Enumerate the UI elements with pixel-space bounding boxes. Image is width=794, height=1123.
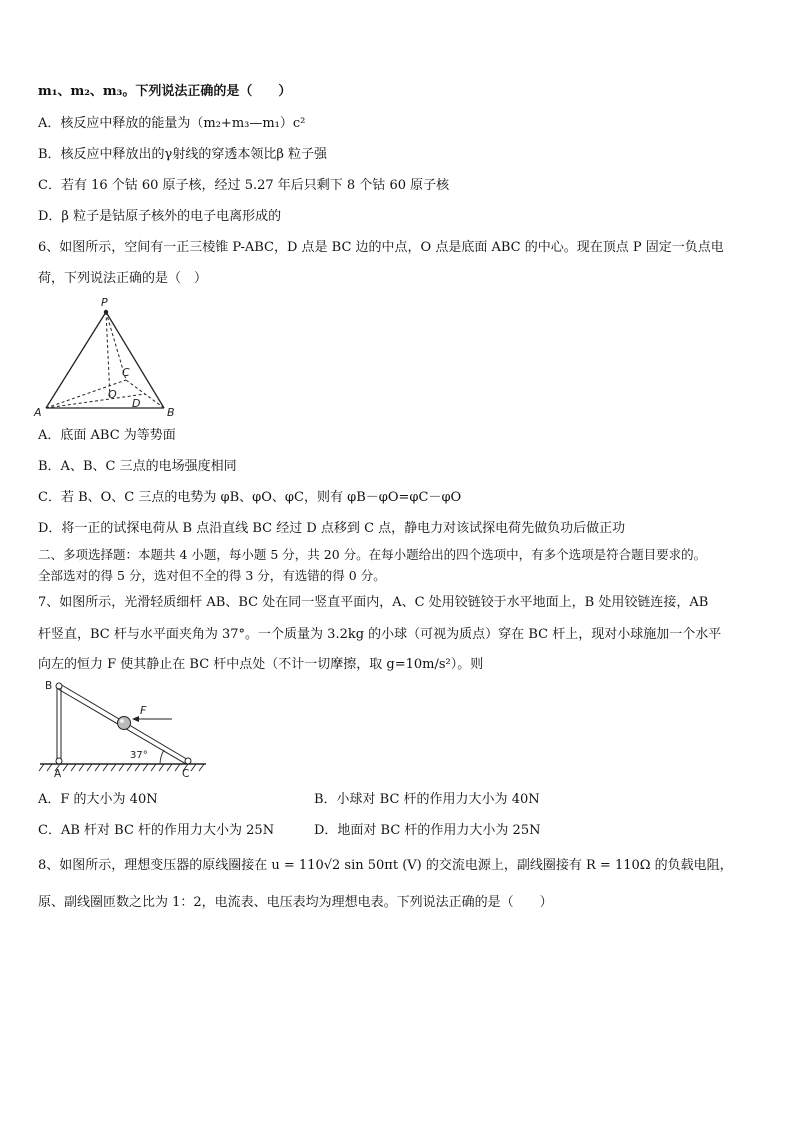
- force-arrow-head: [132, 716, 139, 722]
- label-b: B: [45, 680, 53, 692]
- section-2-line-2: 全部选对的得 5 分，选对但不全的得 3 分，有选错的得 0 分。: [38, 568, 386, 583]
- label-o: O: [108, 388, 117, 401]
- rod-figure: [36, 676, 212, 780]
- q6-option-d: D．将一正的试探电荷从 B 点沿直线 BC 经过 D 点移到 C 点，静电力对该试探电荷先做负功后做正功: [38, 521, 626, 536]
- ball: [118, 717, 131, 730]
- hinge-c: [185, 758, 191, 764]
- label-angle: 37°: [130, 750, 148, 761]
- label-a: A: [54, 768, 62, 780]
- q5-option-c: C．若有 16 个钴 60 原子核，经过 5.27 年后只剩下 8 个钴 60 原子核: [38, 178, 450, 193]
- q7-stem-line-1: 7、如图所示，光滑轻质细杆 AB、BC 处在同一竖直平面内，A、C 处用铰链铰于水平地面上，B 处用铰链连接，AB: [38, 595, 709, 610]
- label-c: C: [182, 768, 190, 780]
- q5-option-b: B．核反应中释放出的γ射线的穿透本领比β 粒子强: [38, 147, 327, 162]
- q7-stem-line-3: 向左的恒力 F 使其静止在 BC 杆中点处（不计一切摩擦，取 g=10m/s²）。则: [38, 657, 484, 672]
- q7-stem-line-2: 杆竖直，BC 杆与水平面夹角为 37°。一个质量为 3.2kg 的小球（可视为质点）穿在 BC 杆上，现对小球施加一个水平: [38, 627, 722, 642]
- vertex-p-dot: [104, 310, 108, 314]
- q6-stem-line-2: 荷，下列说法正确的是（ ）: [38, 271, 208, 286]
- hinge-b: [56, 683, 62, 689]
- q7-option-a: A．F 的大小为 40N: [38, 792, 158, 807]
- label-f: F: [140, 704, 147, 717]
- angle-arc: [160, 750, 164, 764]
- q5-stem-tail: m₁、m₂、m₃。下列说法正确的是（ ）: [38, 84, 292, 99]
- ground-hatching: [39, 764, 204, 771]
- label-d: D: [132, 397, 141, 410]
- label-p: P: [101, 296, 108, 309]
- q5-option-a: A．核反应中释放的能量为（m₂+m₃—m₁）c²: [38, 116, 306, 131]
- q7-option-b: B．小球对 BC 杆的作用力大小为 40N: [314, 792, 540, 807]
- q8-stem-line-1: 8、如图所示，理想变压器的原线圈接在 u = 110√2 sin 50πt (V) 的交流电源上，副线圈接有 R = 110Ω 的负载电阻，: [38, 858, 733, 873]
- q7-option-c: C．AB 杆对 BC 杆的作用力大小为 25N: [38, 823, 275, 838]
- q8-stem-line-2: 原、副线圈匝数之比为 1：2，电流表、电压表均为理想电表。下列说法正确的是（ ）: [38, 895, 553, 910]
- q6-option-a: A．底面 ABC 为等势面: [38, 428, 176, 443]
- label-c: C: [122, 366, 130, 379]
- section-2-line-1: 二、多项选择题：本题共 4 小题，每小题 5 分，共 20 分。在每小题给出的四个选项中，有多个选项是符合题目要求的。: [38, 547, 707, 562]
- q5-option-d: D．β 粒子是钴原子核外的电子电离形成的: [38, 209, 282, 224]
- q6-option-b: B．A、B、C 三点的电场强度相同: [38, 459, 237, 474]
- q7-option-d: D．地面对 BC 杆的作用力大小为 25N: [314, 823, 541, 838]
- line-ad: [46, 394, 145, 408]
- q6-option-c: C．若 B、O、C 三点的电势为 φB、φO、φC，则有 φB－φO=φC－φO: [38, 490, 462, 505]
- q6-stem-line-1: 6、如图所示，空间有一正三棱锥 P-ABC，D 点是 BC 边的中点，O 点是底面 ABC 的中心。现在顶点 P 固定一负点电: [38, 240, 724, 255]
- label-b: B: [167, 406, 175, 419]
- pyramid-figure: [30, 294, 190, 420]
- edge-pa: [46, 312, 106, 408]
- label-a: A: [34, 406, 42, 419]
- hinge-a: [56, 758, 62, 764]
